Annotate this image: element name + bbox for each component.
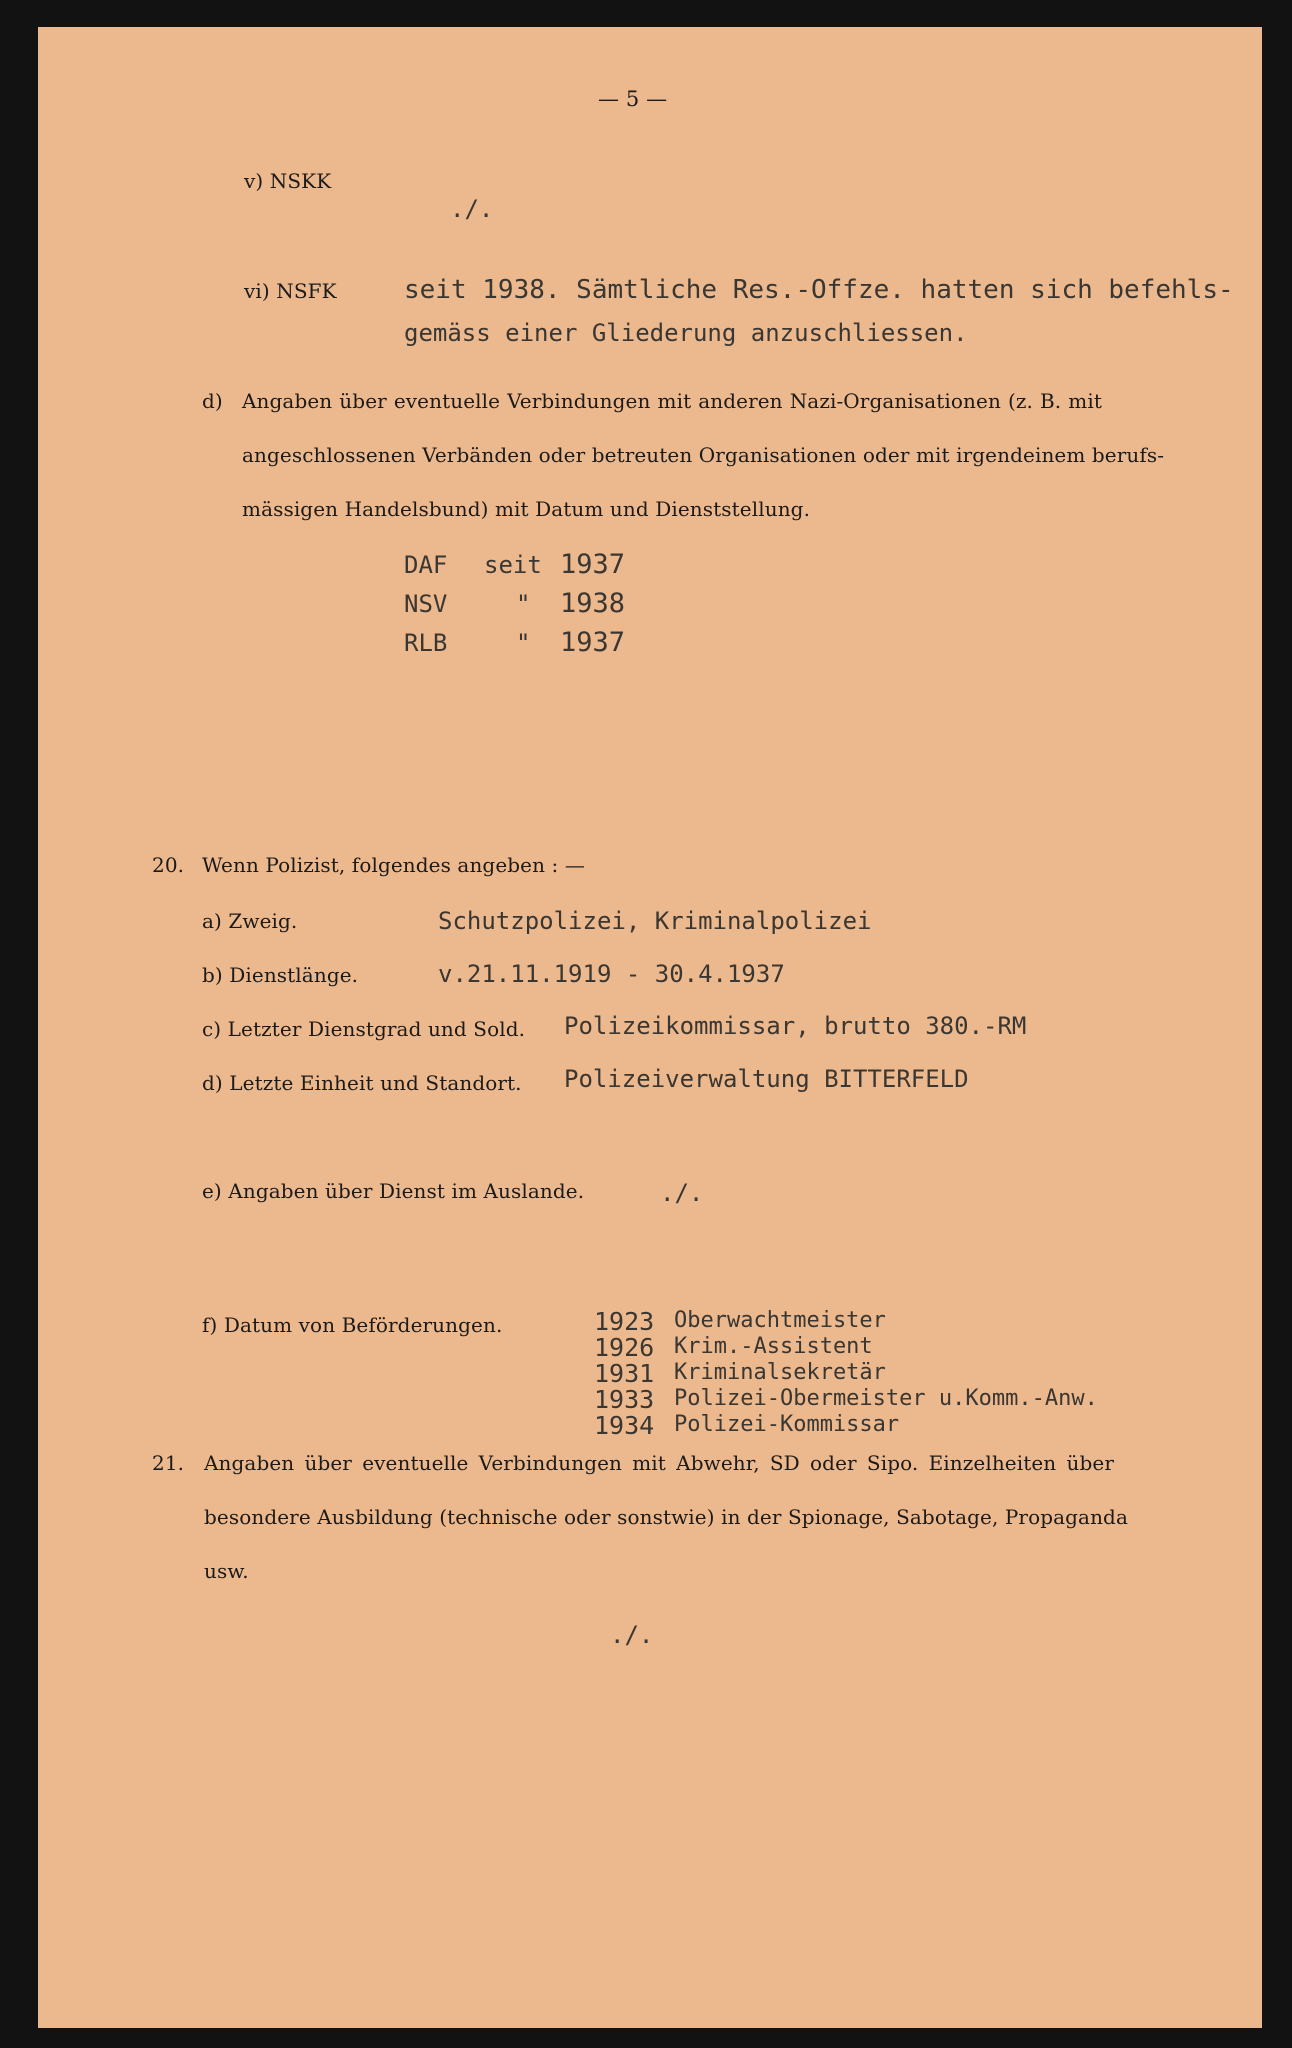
nskk-label: v) NSKK xyxy=(244,169,332,193)
nsfk-answer-line2: gemäss einer Gliederung anzuschliessen. xyxy=(404,319,968,347)
nsfk-answer-line1: seit 1938. Sämtliche Res.-Offze. hatten sich befehls- xyxy=(404,275,1234,305)
police-field-label: b) Dienstlänge. xyxy=(202,963,359,987)
org-name: RLB xyxy=(404,629,448,657)
promotion-year: 1931 xyxy=(594,1359,655,1388)
question-d-line2: angeschlossenen Verbänden oder betreuten Organisationen oder mit irgendeinem berufs- xyxy=(242,443,1165,467)
promotion-rank: Polizei-Obermeister u.Komm.-Anw. xyxy=(674,1386,1098,1411)
org-entry xyxy=(404,588,626,619)
promotion-year: 1934 xyxy=(594,1411,655,1440)
org-entry xyxy=(404,627,626,658)
org-sep: " xyxy=(516,629,531,657)
promotion-entry xyxy=(594,1385,1098,1414)
police-field-label: e) Angaben über Dienst im Auslande. xyxy=(202,1179,585,1203)
question-20-title: Wenn Polizist, folgendes angeben : — xyxy=(202,853,585,877)
question-d-line1: Angaben über eventuelle Verbindungen mit anderen Nazi-Organisationen (z. B. mit xyxy=(242,389,1102,413)
org-name: NSV xyxy=(404,590,448,618)
question-21-line1: Angaben über eventuelle Verbindungen mit Abwehr, SD oder Sipo. Einzelheiten über xyxy=(204,1451,1114,1475)
police-field-label: d) Letzte Einheit und Standort. xyxy=(202,1071,522,1095)
promotions-label: f) Datum von Beförderungen. xyxy=(202,1313,503,1337)
org-entry xyxy=(404,549,626,580)
promotion-entry xyxy=(594,1359,886,1388)
promotion-entry xyxy=(594,1411,900,1440)
org-year: 1937 xyxy=(560,627,626,658)
nsfk-label: vi) NSFK xyxy=(244,279,337,303)
promotion-entry xyxy=(594,1307,886,1336)
question-21-answer: ./. xyxy=(610,1621,654,1649)
police-field-answer: ./. xyxy=(660,1179,704,1207)
nskk-answer: ./. xyxy=(450,195,494,223)
org-year: 1937 xyxy=(560,549,626,580)
police-field-label: a) Zweig. xyxy=(202,909,298,933)
question-21-number: 21. xyxy=(152,1451,185,1475)
promotion-rank: Polizei-Kommissar xyxy=(674,1412,900,1437)
promotion-rank: Krim.-Assistent xyxy=(674,1334,873,1359)
document-page xyxy=(38,27,1262,2028)
question-21-line2: besondere Ausbildung (technische oder sonstwie) in der Spionage, Sabotage, Propaganda xyxy=(204,1505,1128,1529)
promotion-year: 1933 xyxy=(594,1385,655,1414)
page-number: — 5 — xyxy=(598,87,668,111)
police-field-label: c) Letzter Dienstgrad und Sold. xyxy=(202,1017,526,1041)
org-name: DAF xyxy=(404,551,448,579)
promotion-rank: Oberwachtmeister xyxy=(674,1308,886,1333)
org-sep: " xyxy=(516,590,531,618)
police-field-answer: Polizeiverwaltung BITTERFELD xyxy=(564,1065,969,1093)
promotion-rank: Kriminalsekretär xyxy=(674,1360,886,1385)
question-20-number: 20. xyxy=(152,853,185,877)
promotion-year: 1923 xyxy=(594,1307,655,1336)
police-field-answer: Schutzpolizei, Kriminalpolizei xyxy=(438,907,872,935)
question-d-line3: mässigen Handelsbund) mit Datum und Dienststellung. xyxy=(242,497,811,521)
question-d-label: d) xyxy=(202,389,223,413)
promotion-entry xyxy=(594,1333,873,1362)
promotion-year: 1926 xyxy=(594,1333,655,1362)
police-field-answer: Polizeikommissar, brutto 380.-RM xyxy=(564,1012,1027,1040)
org-sep: seit xyxy=(484,551,542,579)
police-field-answer: v.21.11.1919 - 30.4.1937 xyxy=(438,960,785,988)
org-year: 1938 xyxy=(560,588,626,619)
question-21-line3: usw. xyxy=(204,1559,249,1583)
